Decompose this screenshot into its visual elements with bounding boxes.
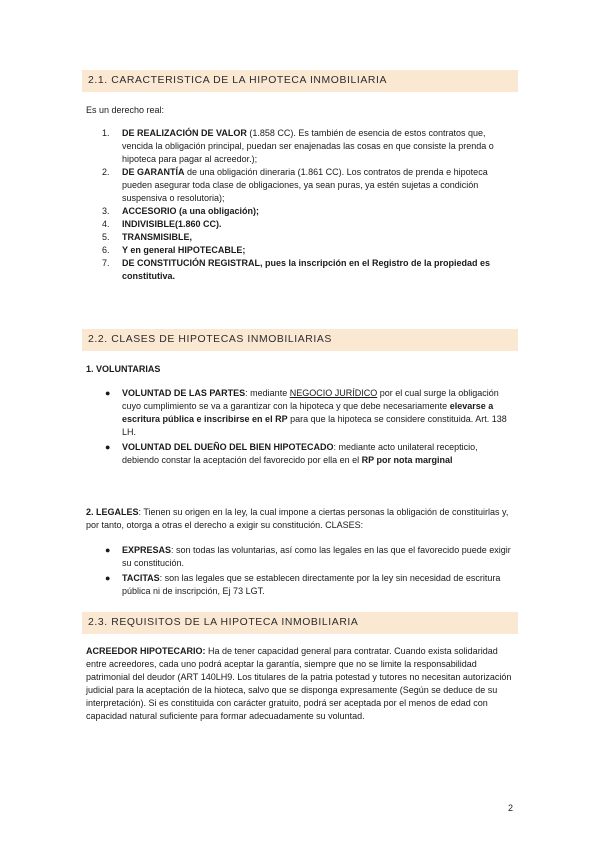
list-item: 5. TRANSMISIBLE,: [102, 232, 193, 242]
legales-paragraph: 2. LEGALES: Tienen su origen en la ley, la cual impone a ciertas personas la obligación de constituirlas y, por tanto, otorga a otras el derecho a exigir su constitución. CLASES:: [86, 507, 509, 530]
requisitos-paragraph: ACREEDOR HIPOTECARIO: Ha de tener capacidad general para contratar. Cuando exista solidaridad entre acreedores, cada uno podrá aceptar la garantía, siempre que no se limite la responsabilidad patrimonial del deudor (ART 140LH9. Los titulares de la patria potestad y tutores no necesitan autorización judicial para la aceptación de la hioteca, salvo que se disponga expresamente (Según se deduce de su interpretación). Si es constituida con carácter gratuito, podrá ser aceptada por el menos de edad con capacidad natural suficiente para formar adecuadamente su voluntad.: [86, 646, 512, 721]
intro-text: Es un derecho real:: [86, 105, 165, 115]
list-item: 3. ACCESORIO (a una obligación);: [102, 206, 260, 216]
negocio-juridico-link[interactable]: NEGOCIO JURÍDICO: [289, 388, 378, 398]
list-item: 4. INDIVISIBLE(1.860 CC).: [102, 219, 222, 229]
bullet-icon: ●: [105, 442, 111, 452]
page-number: 2: [508, 803, 514, 813]
list-item: ● TACITAS: son las legales que se establecen directamente por la ley sin necesidad de escritura pública ni de inscripción, Ej 73 LGT.: [105, 573, 501, 596]
list-item: 1. DE REALIZACIÓN DE VALOR (1.858 CC). Es también de esencia de estos contratos que, vencida la obligación principal, puedan ser enajenadas las cosas en que consiste la prenda o hipoteca para pagar al acreedor.);: [102, 128, 494, 164]
section-heading-2-1: 2.1. CARACTERISTICA DE LA HIPOTECA INMOBILIARIA: [82, 70, 518, 92]
bullet-icon: ●: [105, 545, 111, 555]
voluntarias-list: [86, 387, 516, 469]
list-item: 7. DE CONSTITUCIÓN REGISTRAL, pues la inscripción en el Registro de la propiedad es constitutiva.: [102, 258, 491, 281]
section-heading-2-2: 2.2. CLASES DE HIPOTECAS INMOBILIARIAS: [82, 329, 518, 351]
bullet-icon: ●: [105, 573, 111, 583]
list-item: 6. Y en general HIPOTECABLE;: [102, 245, 246, 255]
list-item: ● VOLUNTAD DEL DUEÑO DEL BIEN HIPOTECADO: mediante acto unilateral recepticio, debiendo constar la aceptación del favorecido por ella en el RP por nota marginal: [105, 442, 478, 465]
section-heading-2-3: 2.3. REQUISITOS DE LA HIPOTECA INMOBILIARIA: [82, 612, 518, 634]
bullet-icon: ●: [105, 388, 111, 398]
subheading-voluntarias: 1. VOLUNTARIAS: [86, 364, 161, 374]
list-item: 2. DE GARANTÍA de una obligación dineraria (1.861 CC). Los contratos de prenda e hipoteca pueden asegurar toda clase de obligaciones, ya sean puras, ya estén sujetas a condición suspensiva o resolutoria);: [102, 167, 488, 203]
list-item: ● EXPRESAS: son todas las voluntarias, así como las legales en las que el favorecido puede exigir su constitución.: [105, 545, 511, 568]
legales-list: [86, 544, 516, 600]
list-item: ● VOLUNTAD DE LAS PARTES: mediante NEGOCIO JURÍDICO por el cual surge la obligación cuyo cumplimiento se va a garantizar con la hipoteca y que debe necesariamente elevarse a escritura pública e inscribirse en el RP para que la hipoteca se considere constituida. Art. 138 LH.: [105, 388, 507, 437]
characteristics-list: [86, 127, 516, 283]
